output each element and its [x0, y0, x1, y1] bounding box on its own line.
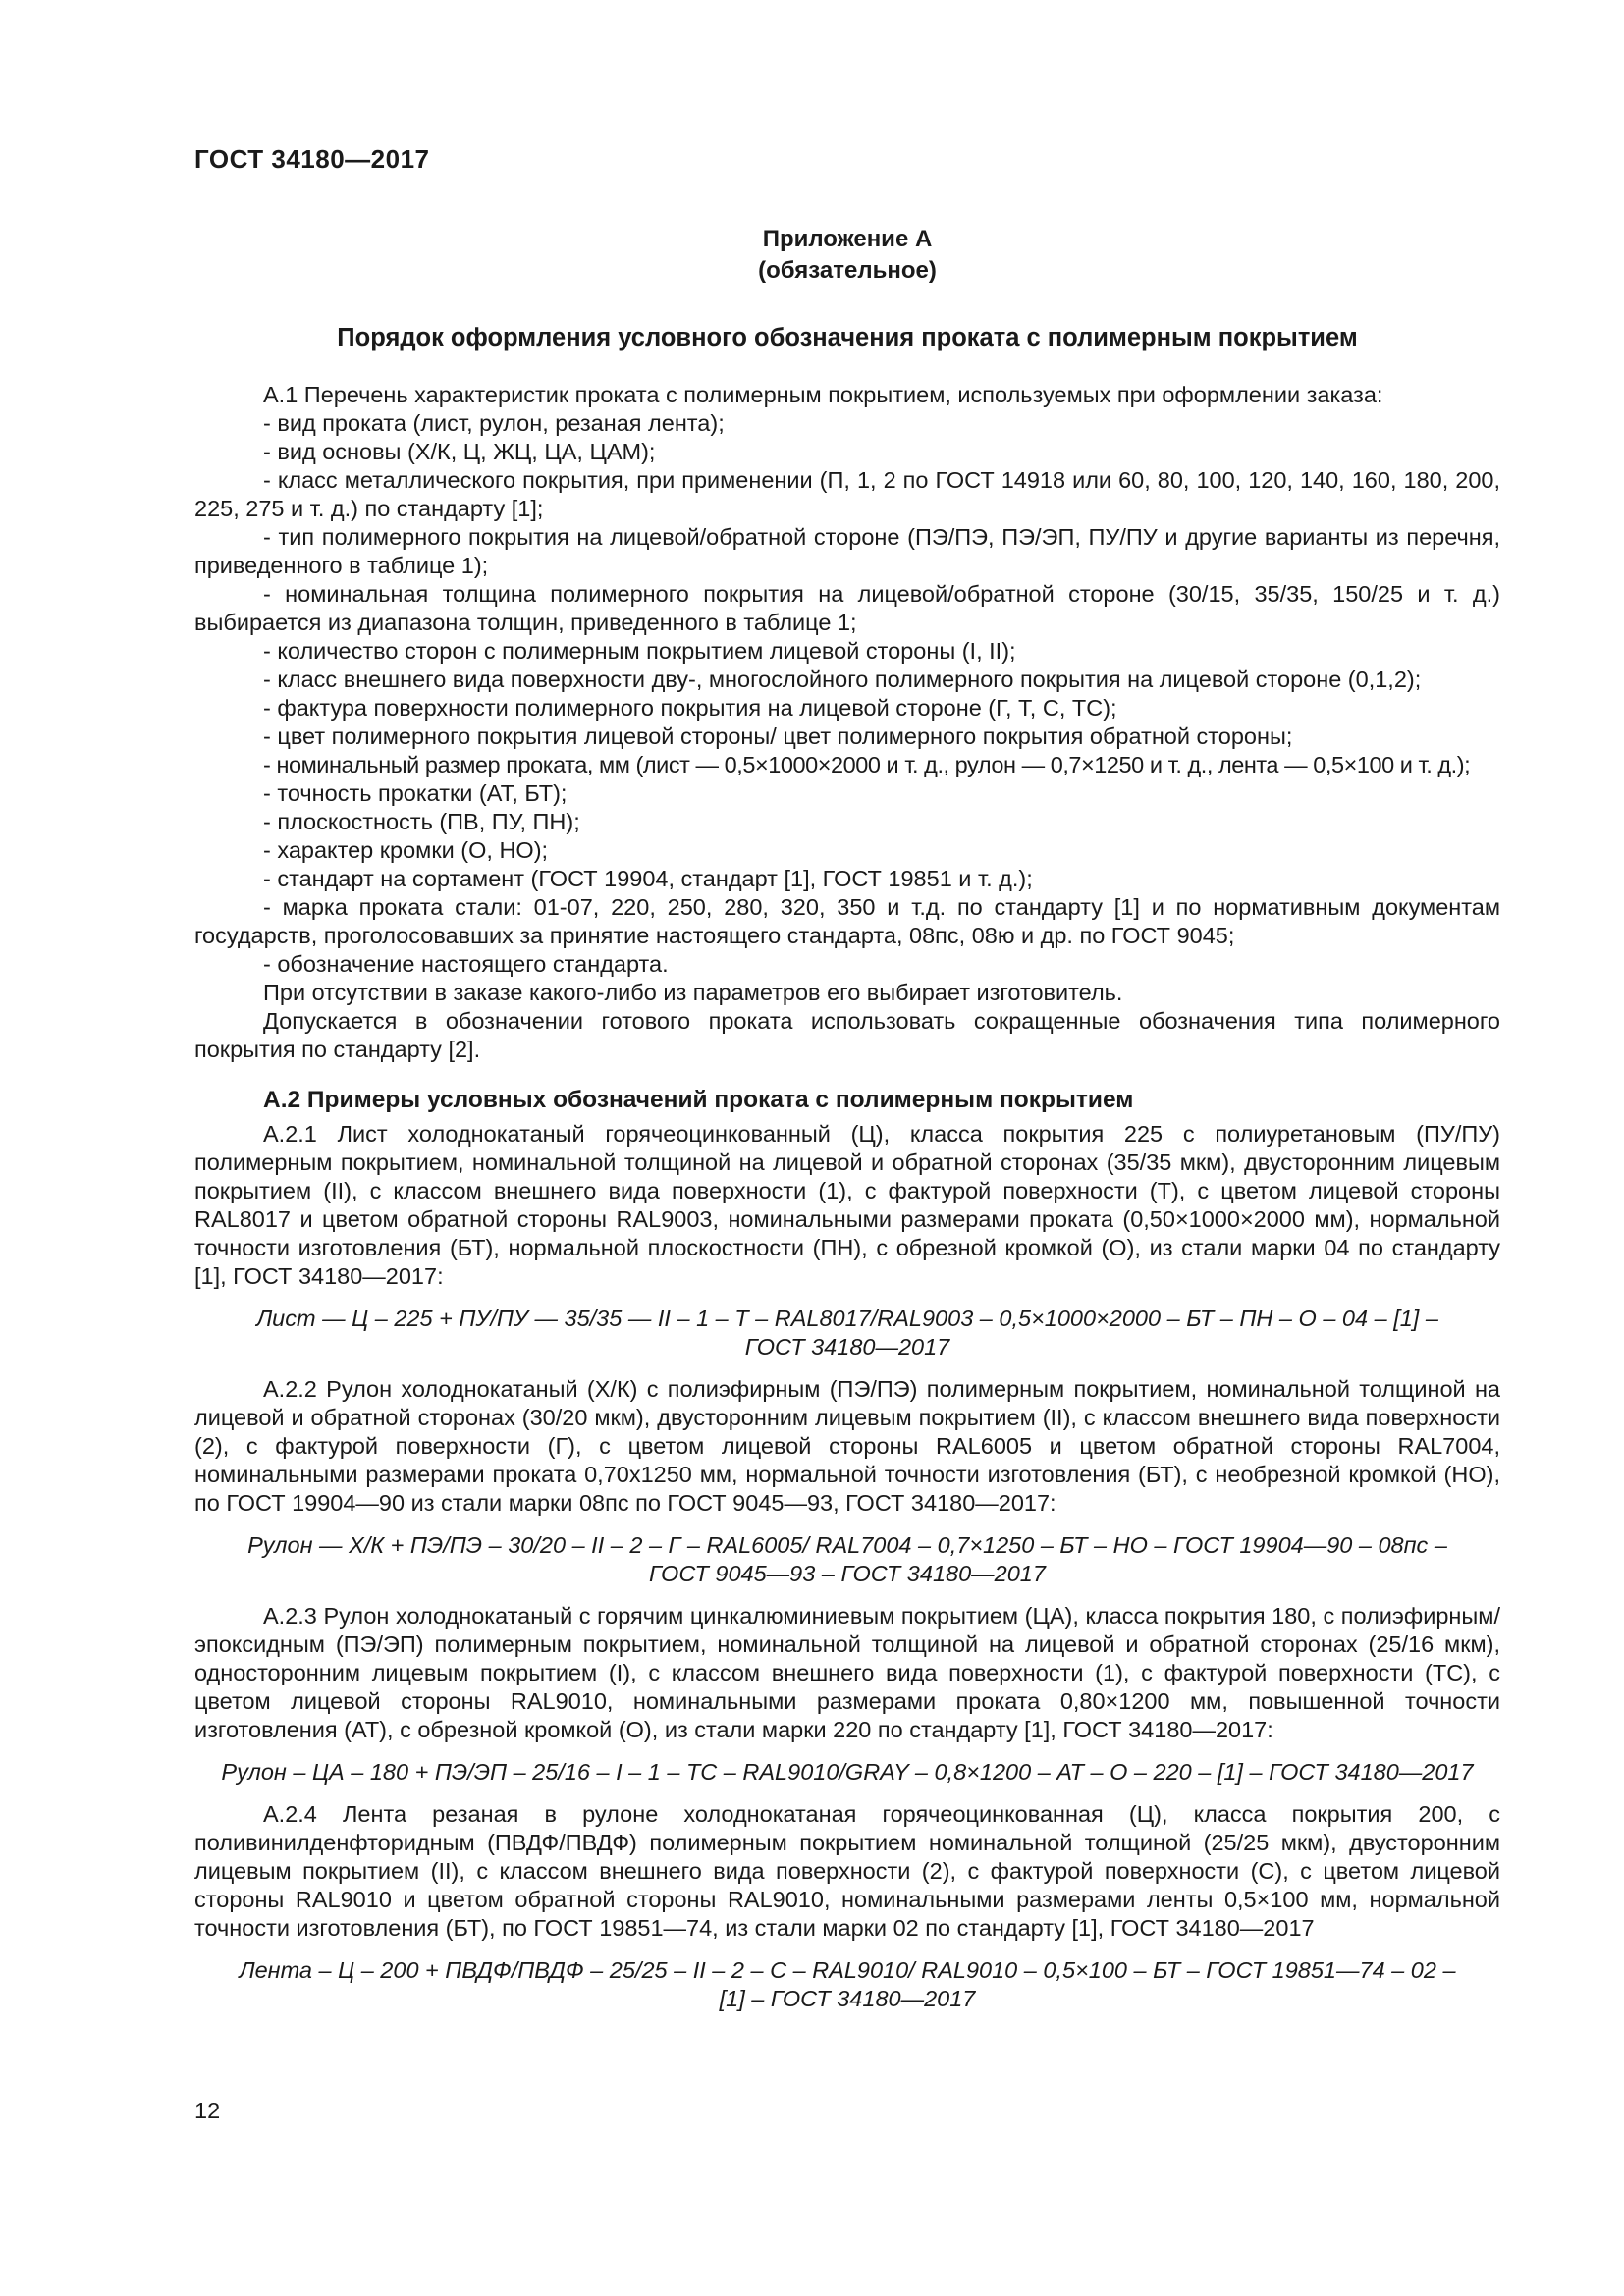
a1-item: - номинальный размер проката, мм (лист — 0,5×1000×2000 и т. д., рулон — 0,7×1250 и т. д., лента — 0,5×100 и т. д.);: [263, 752, 1471, 777]
example-formula: [194, 1531, 1500, 1588]
a1-item: - класс металлического покрытия, при применении (П, 1, 2 по ГОСТ 14918 или 60, 80, 100, 120, 140, 160, 180, 200, 225, 275 и т. д.) по стандарту [1];: [194, 467, 1500, 521]
a1-item: - обозначение настоящего стандарта.: [263, 951, 669, 977]
a1-item: - тип полимерного покрытия на лицевой/обратной стороне (ПЭ/ПЭ, ПЭ/ЭП, ПУ/ПУ и другие варианты из перечня, приведенного в таблице 1);: [194, 524, 1500, 578]
formula-line: Рулон — Х/К + ПЭ/ПЭ – 30/20 – II – 2 – Г – RAL6005/ RAL7004 – 0,7×1250 – БТ – НО – ГОСТ 19904—90 – 08пс –: [247, 1532, 1447, 1558]
example-formula: [194, 1758, 1500, 1787]
a1-item: - марка проката стали: 01-07, 220, 250, 280, 320, 350 и т.д. по стандарту [1] и по нормативным документам государств, проголосовавших за принятие настоящего стандарта, 08пс, 08ю и др. по ГОСТ 9045;: [194, 894, 1500, 948]
document-body: [194, 381, 1500, 2027]
a1-item: - точность прокатки (АТ, БТ);: [263, 780, 568, 806]
a1-item: - цвет полимерного покрытия лицевой стороны/ цвет полимерного покрытия обратной стороны;: [263, 723, 1293, 749]
a1-item: - плоскостность (ПВ, ПУ, ПН);: [263, 809, 580, 834]
a1-item: - класс внешнего вида поверхности дву-, многослойного полимерного покрытия на лицевой стороне (0,1,2);: [263, 667, 1422, 692]
a2-title: А.2 Примеры условных обозначений проката с полимерным покрытием: [263, 1087, 1134, 1113]
formula-line: Рулон – ЦА – 180 + ПЭ/ЭП – 25/16 – I – 1 – ТС – RAL9010/GRAY – 0,8×1200 – АТ – О – 220 – [1] – ГОСТ 34180—2017: [221, 1759, 1474, 1785]
a1-item: - номинальная толщина полимерного покрытия на лицевой/обратной стороне (30/15, 35/35, 150/25 и т. д.) выбирается из диапазона толщин, приведенного в таблице 1;: [194, 581, 1500, 635]
main-title: Порядок оформления условного обозначения проката с полимерным покрытием: [337, 324, 1358, 351]
example-a2-3: [194, 1602, 1500, 1787]
formula-line: ГОСТ 9045—93 – ГОСТ 34180—2017: [649, 1561, 1046, 1586]
formula-line: [1] – ГОСТ 34180—2017: [719, 1986, 976, 2011]
example-a2-2: [194, 1375, 1500, 1588]
example-a2-4: [194, 1800, 1500, 2013]
appendix-status: (обязательное): [758, 257, 937, 284]
a1-item: - фактура поверхности полимерного покрытия на лицевой стороне (Г, Т, С, ТС);: [263, 695, 1117, 721]
a1-note: При отсутствии в заказе какого-либо из параметров его выбирает изготовитель.: [263, 980, 1123, 1005]
example-formula: [194, 1305, 1500, 1362]
a1-item: - вид основы (Х/К, Ц, ЖЦ, ЦА, ЦАМ);: [263, 439, 656, 464]
appendix-heading: [194, 224, 1500, 287]
formula-line: Лента – Ц – 200 + ПВДФ/ПВДФ – 25/25 – II – 2 – С – RAL9010/ RAL9010 – 0,5×100 – БТ – ГОСТ 19851—74 – 02 –: [239, 1957, 1456, 1983]
a1-note: Допускается в обозначении готового проката использовать сокращенные обозначения типа полимерного покрытия по стандарту [2].: [194, 1008, 1500, 1062]
example-text: А.2.4 Лента резаная в рулоне холоднокатаная горячеоцинкованная (Ц), класса покрытия 200, с поливинилденфторидным (ПВДФ/ПВДФ) полимерным покрытием номинальной толщиной (25/25 мкм), двусторонним лицевым покрытием (II), с классом внешнего вида поверхности (2), с фактурой поверхности (С), с цветом лицевой стороны RAL9010 и цветом обратной стороны RAL9010, номинальными размерами ленты 0,5×100 мм, нормальной точности изготовления (БТ), по ГОСТ 19851—74, из стали марки 02 по стандарту [1], ГОСТ 34180—2017: [194, 1801, 1500, 1941]
a1-item: - характер кромки (О, НО);: [263, 837, 549, 863]
formula-line: Лист — Ц – 225 + ПУ/ПУ — 35/35 — II – 1 – Т – RAL8017/RAL9003 – 0,5×1000×2000 – БТ – ПН – О – 04 – [1] –: [256, 1306, 1438, 1331]
example-formula: [194, 1956, 1500, 2013]
a1-item: - количество сторон с полимерным покрытием лицевой стороны (I, II);: [263, 638, 1016, 664]
example-a2-1: [194, 1120, 1500, 1362]
example-text: А.2.1 Лист холоднокатаный горячеоцинкованный (Ц), класса покрытия 225 с полиуретановым (ПУ/ПУ) полимерным покрытием, номинальной толщиной на лицевой и обратной сторонах (35/35 мкм), двусторонним лицевым покрытием (II), с классом внешнего вида поверхности (1), с фактурой поверхности (Т), с цветом лицевой стороны RAL8017 и цветом обратной стороны RAL9003, номинальными размерами проката (0,50×1000×2000 мм), нормальной точности изготовления (БТ), нормальной плоскостности (ПН), с обрезной кромкой (О), из стали марки 04 по стандарту [1], ГОСТ 34180—2017:: [194, 1121, 1500, 1289]
a1-item: - вид проката (лист, рулон, резаная лента);: [263, 410, 725, 436]
document-header: ГОСТ 34180—2017: [194, 144, 430, 174]
appendix-title: Приложение А: [762, 226, 933, 252]
example-text: А.2.3 Рулон холоднокатаный с горячим цинкалюминиевым покрытием (ЦА), класса покрытия 180, с полиэфирным/эпоксидным (ПЭ/ЭП) полимерным покрытием, номинальной толщиной на лицевой и обратной сторонах (25/16 мкм), односторонним лицевым покрытием (I), с классом внешнего вида поверхности (1), с фактурой поверхности (ТС), с цветом лицевой стороны RAL9010, номинальными размерами проката 0,80×1200 мм, повышенной точности изготовления (АТ), с обрезной кромкой (О), из стали марки 220 по стандарту [1], ГОСТ 34180—2017:: [194, 1603, 1500, 1742]
a1-item: - стандарт на сортамент (ГОСТ 19904, стандарт [1], ГОСТ 19851 и т. д.);: [263, 866, 1033, 891]
page-number: 12: [194, 2098, 221, 2123]
a1-intro: А.1 Перечень характеристик проката с полимерным покрытием, используемых при оформлении заказа:: [263, 382, 1383, 407]
example-text: А.2.2 Рулон холоднокатаный (Х/К) с полиэфирным (ПЭ/ПЭ) полимерным покрытием, номинальной толщиной на лицевой и обратной сторонах (30/20 мкм), двусторонним лицевым покрытием (II), с классом внешнего вида поверхности (2), с фактурой поверхности (Г), с цветом лицевой стороны RAL6005 и цветом обратной стороны RAL7004, номинальными размерами проката 0,70х1250 мм, нормальной точности изготовления (БТ), с необрезной кромкой (НО), по ГОСТ 19904—90 из стали марки 08пс по ГОСТ 9045—93, ГОСТ 34180—2017:: [194, 1376, 1500, 1516]
formula-line: ГОСТ 34180—2017: [744, 1334, 950, 1360]
